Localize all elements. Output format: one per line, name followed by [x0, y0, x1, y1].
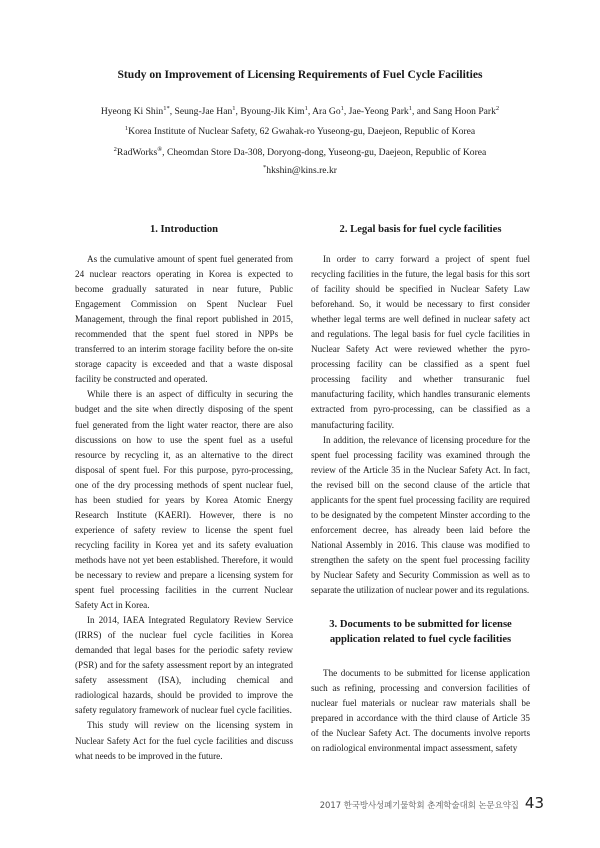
page-footer — [320, 794, 544, 812]
author: Seung-Jae Han$^1$, — [174, 105, 241, 117]
paper-title: Study on Improvement of Licensing Requirements of Fuel Cycle Facilities — [117, 68, 483, 81]
page-number: 43 — [524, 794, 544, 812]
right-column — [311, 222, 530, 756]
author: Jae-Yeong Park$^1$, and — [348, 105, 434, 117]
paragraph: This study will review on the licensing system in Nuclear Safety Act for the fuel cycle facilities and discuss what needs to be improved in the future. — [75, 720, 293, 761]
affiliation-2: $^2$RadWorks®, Cheomdan Store Da-308, Doryong-dong, Yuseong-gu, Daejeon, Republic of Korea — [113, 146, 487, 158]
author: Ara Go$^1$, — [312, 105, 349, 117]
corresponding-email: *hkshin@kins.re.kr — [263, 164, 337, 176]
paragraph: The documents to be submitted for license application such as refining, processing and conversion facilities of nuclear fuel materials or nuclear raw materials shall be prepared in accordance with the third clause of Article 35 of the Nuclear Safety Act. The documents involve reports on radiological environmental impact assessment, safety — [311, 668, 530, 754]
paragraph: In addition, the relevance of licensing procedure for the spent fuel processing facility was examined through the review of the Article 35 in the Nuclear Safety Act. In fact, the revised bill on the second clause of the article that applicants for the spent fuel processing facility are required to be designated by the competent Minster according to the enforcement decree, has already been laid before the National Assembly in 2016. This clause was modified to strengthen the safety on the spent fuel processing facility by Nuclear Safety and Security Commission as well as to separate the utilization of nuclear power and its regulations. — [311, 434, 530, 596]
paragraph: In order to carry forward a project of spent fuel recycling facilities in the future, the legal basis for this sort of facility should be specified in Nuclear Safety Law beforehand. So, it would be necessary to first consider whether legal terms are well defined in nuclear safety act and regulations. The legal basis for fuel cycle facilities in Nuclear Safety Act were reviewed whether the pyro-processing facility can be classified as a spent fuel processing facility and whether transuranic fuel manufacturing facility, which handles transuranic elements extracted from pyro-processing, can be classified as a manufacturing facility. — [311, 254, 530, 430]
author: Hyeong Ki Shin$^{1*}$, — [100, 105, 175, 117]
author: Sang Hoon Park$^2$ — [433, 105, 500, 117]
section-heading-documents: 3. Documents to be submitted for license application related to fuel cycle facilities — [329, 619, 512, 646]
paragraph: While there is an aspect of difficulty in securing the budget and the site when directly disposing of the spent fuel generated from the light water reactor, there are also discussions on how to use the spent fuel as a useful resource by recycling it, as an alternative to the direct disposal of spent fuel. For this purpose, pyro-processing, one of the dry processing methods of spent nuclear fuel, has been studied for years by Korea Atomic Energy Research Institute (KAERI). However, there is no experience of safety review to license the spent fuel recycling facility in Korea yet and its safety evaluation methods have not yet been established. Therefore, it would be necessary to review and prepare a licensing system for spent fuel processing facilities in the current Nuclear Safety Act in Korea. — [75, 389, 293, 611]
paragraph: In 2014, IAEA Integrated Regulatory Review Service (IRRS) of the nuclear fuel cycle facilities in Korea demanded that legal bases for the periodic safety review (PSR) and for the safety assessment report by an integrated safety assessment (ISA), including chemical and radiological hazards, should be provided to improve the safety regulatory framework of nuclear fuel cycle facilities. — [75, 615, 293, 716]
conference-name: 2017 한국방사성폐기물학회 춘계학술대회 논문요약집 — [319, 800, 519, 810]
author-list — [0, 106, 600, 117]
affiliation-1: $^1$Korea Institute of Nuclear Safety, 62 Gwahak-ro Yuseong-gu, Daejeon, Republic of Korea — [124, 125, 476, 137]
author: Byoung-Jik Kim$^1$, — [240, 105, 313, 117]
section-heading-legal-basis: 2. Legal basis for fuel cycle facilities — [339, 224, 502, 235]
left-column — [75, 222, 293, 764]
section-heading-introduction: 1. Introduction — [149, 224, 219, 235]
paragraph: As the cumulative amount of spent fuel generated from 24 nuclear reactors operating in Korea is expected to become gradually saturated in near future, Public Engagement Commission on Spent Nuclear Fuel Management, through the final report published in 2015, recommended that the spent fuel stored in NPPs be transferred to an interim storage facility before the on-site storage capacity is exceeded and that a waste disposal facility be constructed and operated. — [75, 254, 293, 385]
